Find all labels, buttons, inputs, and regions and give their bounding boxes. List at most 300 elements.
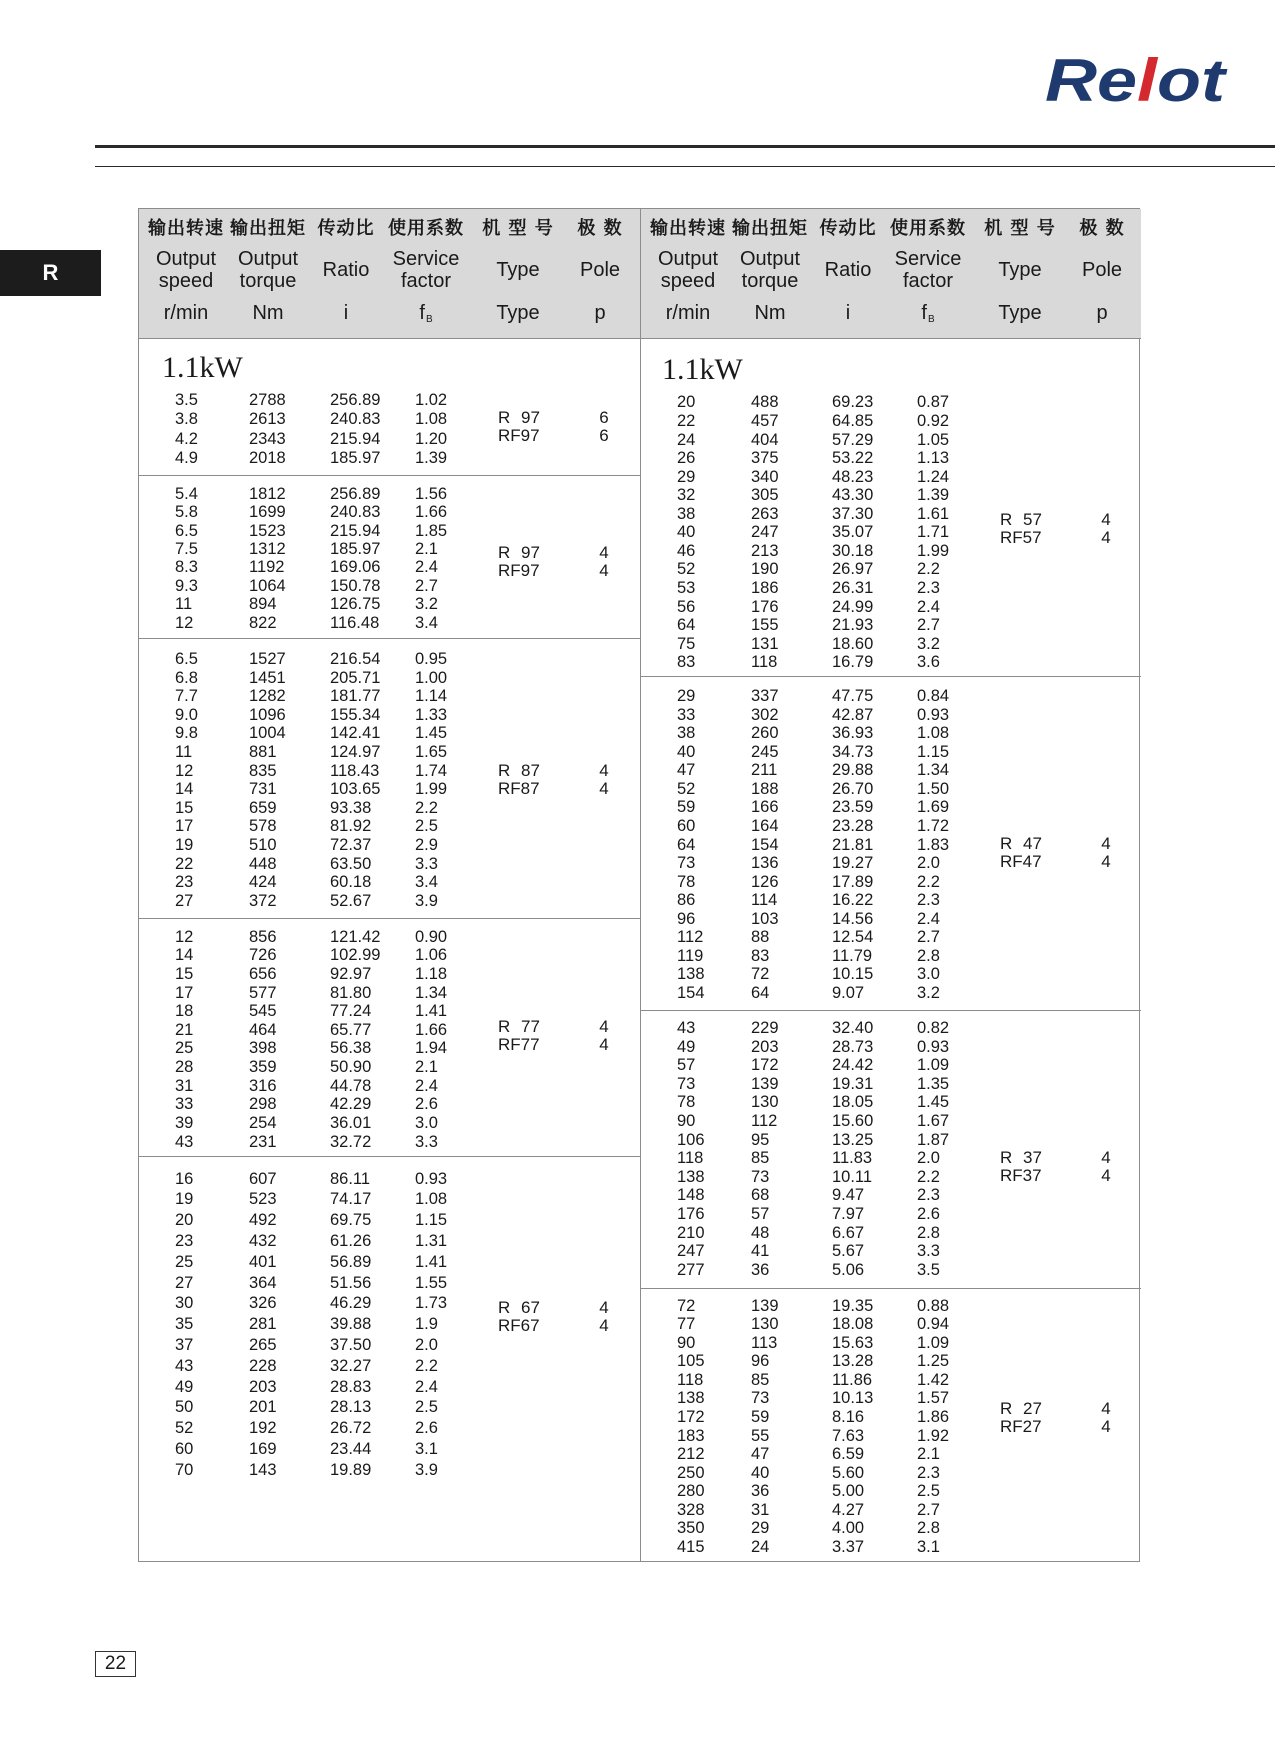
- output-torque-cell: 577: [249, 983, 277, 1002]
- output-speed-cell: 112: [677, 928, 704, 947]
- ratio-cell: 256.89: [330, 484, 381, 503]
- output-speed-cell: 43: [175, 1132, 194, 1151]
- output-speed-cell: 210: [677, 1223, 705, 1242]
- service-factor-cell: 0.82: [917, 1019, 950, 1037]
- table-row: [139, 1418, 640, 1439]
- gearbox-group-rows: [139, 650, 640, 911]
- table-row: [139, 1314, 640, 1335]
- header-unit-label: [803, 301, 893, 325]
- gearbox-type: [498, 409, 540, 445]
- group-divider: [641, 1010, 1141, 1011]
- table-row: [139, 965, 640, 984]
- table-row: [139, 1397, 640, 1418]
- table-row: [641, 965, 1141, 984]
- gearbox-type-model: RF97: [498, 426, 540, 446]
- table-row: [139, 687, 640, 706]
- service-factor-cell: 2.8: [917, 1223, 940, 1242]
- table-row: [139, 577, 640, 595]
- table-row: [641, 947, 1141, 966]
- header-english-label: [473, 249, 563, 292]
- ratio-cell: 102.99: [330, 946, 381, 965]
- service-factor-cell: 2.2: [917, 872, 940, 891]
- header-english-line: Pole: [579, 258, 621, 281]
- ratio-cell: 11.86: [832, 1370, 873, 1389]
- header-english-line: Output: [155, 248, 217, 271]
- output-speed-cell: 14: [175, 780, 194, 799]
- header-english-line: Ratio: [824, 258, 872, 281]
- output-torque-cell: 2613: [249, 410, 286, 429]
- output-speed-cell: 415: [677, 1537, 705, 1556]
- output-speed-cell: 3.8: [175, 410, 198, 429]
- ratio-cell: 181.77: [330, 687, 381, 706]
- ratio-cell: 43.30: [832, 486, 874, 505]
- gearbox-group-rows: [139, 485, 640, 633]
- service-factor-cell: 2.2: [415, 798, 438, 817]
- ratio-cell: 81.80: [330, 983, 372, 1002]
- table-row: [139, 558, 640, 576]
- output-torque-cell: 40: [751, 1463, 770, 1482]
- output-torque-cell: 375: [751, 449, 779, 468]
- ratio-cell: 36.01: [330, 1113, 372, 1132]
- ratio-cell: 126.75: [330, 595, 381, 614]
- service-factor-cell: 0.90: [415, 927, 448, 946]
- table-row: [641, 523, 1141, 542]
- table-row: [641, 928, 1141, 947]
- output-speed-cell: 29: [677, 467, 696, 486]
- service-factor-cell: 1.99: [917, 541, 950, 560]
- logo-text-part: ot: [1157, 47, 1225, 114]
- output-speed-cell: 27: [175, 891, 194, 910]
- output-torque-cell: 398: [249, 1039, 277, 1058]
- brand-logo: [1044, 47, 1225, 114]
- header-chinese-label: 输出扭矩: [230, 218, 306, 239]
- output-speed-cell: 20: [677, 393, 696, 412]
- service-factor-cell: 1.57: [917, 1389, 950, 1408]
- unit-symbol: r/min: [665, 302, 711, 324]
- table-row: [139, 540, 640, 558]
- output-torque-cell: 302: [751, 705, 779, 724]
- ratio-cell: 14.56: [832, 909, 874, 928]
- table-row: [641, 1389, 1141, 1408]
- table-row: [139, 799, 640, 818]
- ratio-cell: 7.97: [832, 1205, 865, 1224]
- header-english-label: [883, 249, 973, 292]
- service-factor-cell: 2.1: [415, 540, 438, 558]
- pole-value: 4: [599, 760, 609, 780]
- table-row: [139, 1273, 640, 1294]
- group-divider: [139, 475, 640, 476]
- output-speed-cell: 9.3: [175, 576, 198, 595]
- output-speed-cell: 172: [677, 1407, 705, 1426]
- service-factor-cell: 1.85: [415, 521, 448, 540]
- service-factor-cell: 2.0: [415, 1335, 438, 1354]
- output-speed-cell: 31: [175, 1076, 194, 1095]
- output-speed-cell: 6.5: [175, 649, 198, 668]
- output-speed-cell: 47: [677, 761, 696, 780]
- header-unit-label: [975, 301, 1065, 325]
- gearbox-group-rows: [139, 928, 640, 1151]
- output-torque-cell: 188: [751, 779, 779, 798]
- service-factor-cell: 2.7: [917, 1500, 940, 1519]
- power-rating-title: 1.1kW: [162, 350, 243, 384]
- ratio-cell: 121.42: [330, 927, 381, 946]
- service-factor-cell: 1.33: [415, 705, 448, 724]
- output-torque-cell: 41: [751, 1242, 770, 1261]
- group-divider: [641, 676, 1141, 677]
- gearbox-type-model: RF77: [498, 1035, 540, 1055]
- header-english-line: factor: [902, 269, 954, 292]
- pole-count: [594, 762, 614, 798]
- ratio-cell: 26.72: [330, 1419, 372, 1438]
- output-speed-cell: 16: [175, 1169, 194, 1188]
- ratio-cell: 10.15: [832, 965, 874, 984]
- gearbox-type-model: R 67: [498, 1298, 540, 1318]
- ratio-cell: 16.22: [832, 891, 874, 910]
- logo-text-part: Re: [1044, 47, 1138, 114]
- gearbox-type-model: R 47: [1000, 834, 1042, 854]
- pole-value: 6: [599, 408, 609, 428]
- output-speed-cell: 17: [175, 817, 194, 836]
- output-speed-cell: 6.5: [175, 521, 198, 540]
- output-torque-cell: 88: [751, 928, 770, 947]
- pole-value: 4: [599, 1316, 609, 1336]
- service-factor-cell: 3.0: [415, 1113, 438, 1132]
- service-factor-cell: 2.5: [415, 1398, 438, 1417]
- output-torque-cell: 726: [249, 946, 277, 965]
- ratio-cell: 28.13: [330, 1398, 372, 1417]
- output-torque-cell: 2018: [249, 449, 286, 468]
- table-row: [139, 503, 640, 521]
- service-factor-cell: 1.61: [917, 504, 950, 523]
- header-english-line: Output: [739, 248, 801, 271]
- header-english-label: [643, 249, 733, 292]
- header-english-line: factor: [400, 269, 452, 292]
- table-row: [641, 1352, 1141, 1371]
- ratio-cell: 77.24: [330, 1002, 372, 1021]
- table-row: [139, 817, 640, 836]
- service-factor-cell: 1.55: [415, 1273, 448, 1292]
- output-torque-cell: 326: [249, 1294, 277, 1313]
- table-row: [641, 1261, 1141, 1280]
- output-torque-cell: 29: [751, 1519, 770, 1538]
- service-factor-cell: 1.35: [917, 1074, 950, 1093]
- ratio-cell: 23.44: [330, 1439, 372, 1458]
- ratio-cell: 240.83: [330, 503, 381, 522]
- table-row: [641, 393, 1141, 412]
- output-torque-cell: 1523: [249, 521, 286, 540]
- output-torque-cell: 298: [249, 1095, 277, 1114]
- ratio-cell: 44.78: [330, 1076, 372, 1095]
- output-speed-cell: 4.9: [175, 449, 198, 468]
- output-torque-cell: 169: [249, 1439, 277, 1458]
- table-row: [139, 449, 640, 469]
- service-factor-cell: 1.72: [917, 816, 950, 835]
- header-chinese-label: 输出扭矩: [732, 218, 808, 239]
- unit-symbol: Nm: [252, 302, 284, 324]
- unit-symbol: f: [921, 302, 927, 324]
- output-speed-cell: 328: [677, 1500, 705, 1519]
- output-speed-cell: 30: [175, 1294, 194, 1313]
- ratio-cell: 4.27: [832, 1500, 865, 1519]
- service-factor-cell: 3.9: [415, 1460, 438, 1479]
- table-row: [641, 1093, 1141, 1112]
- output-torque-cell: 57: [751, 1205, 770, 1224]
- service-factor-cell: 1.86: [917, 1407, 950, 1426]
- output-torque-cell: 578: [249, 817, 277, 836]
- ratio-cell: 216.54: [330, 649, 381, 668]
- service-factor-cell: 2.9: [415, 835, 438, 854]
- service-factor-cell: 0.92: [917, 411, 950, 430]
- left-table-half: [139, 209, 640, 1561]
- table-row: [641, 724, 1141, 743]
- table-row: [641, 817, 1141, 836]
- output-speed-cell: 52: [677, 560, 696, 579]
- output-torque-cell: 337: [751, 687, 779, 705]
- unit-symbol: p: [594, 302, 606, 324]
- table-row: [641, 780, 1141, 799]
- service-factor-cell: 2.6: [415, 1419, 438, 1438]
- service-factor-cell: 1.67: [917, 1112, 950, 1131]
- output-torque-cell: 229: [751, 1019, 779, 1037]
- output-torque-cell: 1812: [249, 484, 286, 503]
- output-torque-cell: 36: [751, 1260, 770, 1279]
- service-factor-cell: 1.15: [917, 742, 950, 761]
- logo-text-accent: l: [1137, 47, 1158, 114]
- ratio-cell: 215.94: [330, 521, 381, 540]
- output-speed-cell: 78: [677, 872, 696, 891]
- table-row: [641, 1165, 1141, 1187]
- unit-symbol: Nm: [754, 302, 786, 324]
- output-speed-cell: 33: [175, 1095, 194, 1114]
- service-factor-cell: 1.39: [917, 486, 950, 505]
- table-row: [641, 598, 1141, 617]
- gearbox-group-rows: [139, 391, 640, 469]
- header-english-line: Service: [894, 248, 962, 271]
- output-torque-cell: 372: [249, 891, 277, 910]
- output-torque-cell: 231: [249, 1132, 277, 1151]
- output-torque-cell: 448: [249, 854, 277, 873]
- output-torque-cell: 126: [751, 872, 779, 891]
- service-factor-cell: 2.4: [917, 909, 940, 928]
- service-factor-cell: 3.1: [917, 1537, 940, 1556]
- header-chinese-label: 传动比: [819, 218, 877, 239]
- pole-value: 4: [599, 778, 609, 798]
- output-speed-cell: 77: [677, 1315, 696, 1334]
- header-english-label: [725, 249, 815, 292]
- output-speed-cell: 9.8: [175, 724, 198, 743]
- output-speed-cell: 19: [175, 835, 194, 854]
- pole-count: [1096, 1400, 1116, 1436]
- output-torque-cell: 305: [751, 486, 779, 505]
- output-speed-cell: 32: [677, 486, 696, 505]
- table-row: [139, 1169, 640, 1190]
- ratio-cell: 12.54: [832, 928, 874, 947]
- ratio-cell: 34.73: [832, 742, 874, 761]
- service-factor-cell: 1.69: [917, 798, 950, 817]
- table-row: [641, 1205, 1141, 1224]
- service-factor-cell: 0.93: [917, 705, 950, 724]
- output-torque-cell: 64: [751, 984, 770, 1002]
- output-speed-cell: 73: [677, 1074, 696, 1093]
- output-speed-cell: 46: [677, 541, 696, 560]
- output-speed-cell: 118: [677, 1370, 704, 1389]
- table-row: [641, 468, 1141, 487]
- ratio-cell: 215.94: [330, 429, 381, 448]
- service-factor-cell: 1.92: [917, 1426, 950, 1445]
- output-speed-cell: 138: [677, 1389, 705, 1408]
- service-factor-cell: 1.56: [415, 484, 448, 503]
- gearbox-type: [498, 762, 540, 798]
- pole-value: 4: [599, 1035, 609, 1055]
- pole-value: 4: [1101, 509, 1111, 529]
- service-factor-cell: 1.00: [415, 668, 448, 687]
- service-factor-cell: 1.08: [415, 1190, 448, 1209]
- pole-value: 6: [599, 426, 609, 446]
- service-factor-cell: 3.5: [917, 1260, 940, 1279]
- output-torque-cell: 464: [249, 1020, 277, 1039]
- output-torque-cell: 103: [751, 909, 779, 928]
- header-english-line: Output: [657, 248, 719, 271]
- service-factor-cell: 1.25: [917, 1352, 950, 1371]
- table-row: [139, 522, 640, 540]
- ratio-cell: 36.93: [832, 724, 874, 743]
- service-factor-cell: 1.65: [415, 742, 448, 761]
- output-torque-cell: 154: [751, 835, 779, 854]
- output-torque-cell: 59: [751, 1407, 770, 1426]
- output-speed-cell: 60: [677, 816, 696, 835]
- gearbox-group-rows: [641, 1297, 1141, 1556]
- service-factor-cell: 3.2: [917, 634, 940, 653]
- ratio-cell: 8.16: [832, 1407, 865, 1426]
- gearbox-type: [1000, 1149, 1042, 1185]
- service-factor-cell: 1.34: [415, 983, 448, 1002]
- ratio-cell: 13.25: [832, 1130, 874, 1149]
- output-speed-cell: 17: [175, 983, 194, 1002]
- table-row: [641, 743, 1141, 762]
- table-row: [139, 430, 640, 450]
- service-factor-cell: 1.14: [415, 687, 448, 706]
- service-factor-cell: 0.93: [415, 1169, 448, 1188]
- header-english-line: Type: [998, 258, 1042, 281]
- output-speed-cell: 38: [677, 724, 696, 743]
- service-factor-cell: 3.2: [415, 595, 438, 614]
- output-speed-cell: 40: [677, 742, 696, 761]
- output-speed-cell: 23: [175, 1231, 194, 1250]
- service-factor-cell: 2.3: [917, 1186, 940, 1205]
- ratio-cell: 205.71: [330, 668, 381, 687]
- output-speed-cell: 75: [677, 634, 696, 653]
- ratio-cell: 51.56: [330, 1273, 372, 1292]
- table-row: [641, 1501, 1141, 1520]
- table-row: [641, 1297, 1141, 1316]
- table-row: [641, 1445, 1141, 1464]
- table-row: [139, 1039, 640, 1058]
- table-header: [139, 209, 640, 339]
- ratio-cell: 5.06: [832, 1260, 865, 1279]
- output-speed-cell: 73: [677, 854, 696, 873]
- output-speed-cell: 15: [175, 965, 194, 984]
- table-row: [641, 706, 1141, 725]
- unit-symbol: i: [845, 302, 851, 324]
- output-torque-cell: 659: [249, 798, 277, 817]
- table-row: [641, 891, 1141, 910]
- output-speed-cell: 7.5: [175, 540, 198, 558]
- gear-motor-selection-table: [138, 208, 1140, 1562]
- header-english-line: speed: [158, 269, 214, 292]
- table-row: [139, 1095, 640, 1114]
- table-row: [139, 1114, 640, 1133]
- service-factor-cell: 2.3: [917, 1463, 940, 1482]
- output-torque-cell: 172: [751, 1056, 779, 1075]
- pole-value: 4: [599, 543, 609, 563]
- pole-count: [594, 409, 614, 445]
- ratio-cell: 26.70: [832, 779, 874, 798]
- ratio-cell: 5.60: [832, 1463, 865, 1482]
- table-row: [139, 1356, 640, 1377]
- table-row: [641, 412, 1141, 431]
- service-factor-cell: 1.87: [917, 1130, 950, 1149]
- output-torque-cell: 1699: [249, 503, 286, 522]
- service-factor-cell: 1.08: [917, 724, 950, 743]
- output-torque-cell: 228: [249, 1356, 277, 1375]
- ratio-cell: 4.00: [832, 1519, 865, 1538]
- ratio-cell: 103.65: [330, 780, 381, 799]
- gearbox-group-rows: [641, 393, 1141, 671]
- gearbox-type: [498, 1018, 540, 1054]
- output-speed-cell: 60: [175, 1439, 194, 1458]
- service-factor-cell: 2.4: [415, 1377, 438, 1396]
- ratio-cell: 21.81: [832, 835, 874, 854]
- table-row: [139, 743, 640, 762]
- table-row: [139, 485, 640, 503]
- output-speed-cell: 183: [677, 1426, 705, 1445]
- output-speed-cell: 70: [175, 1460, 194, 1479]
- service-factor-cell: 1.74: [415, 761, 448, 780]
- header-unit-label: [141, 301, 231, 325]
- header-unit-label: [381, 301, 471, 332]
- ratio-cell: 155.34: [330, 705, 381, 724]
- table-row: [641, 761, 1141, 780]
- header-chinese-label: 输出转速: [148, 218, 224, 239]
- ratio-cell: 185.97: [330, 449, 381, 468]
- gearbox-type-model: R 87: [498, 760, 540, 780]
- output-speed-cell: 49: [677, 1037, 696, 1056]
- output-speed-cell: 29: [677, 687, 696, 705]
- table-row: [641, 1038, 1141, 1057]
- output-torque-cell: 1004: [249, 724, 286, 743]
- gearbox-type-model: RF57: [1000, 527, 1042, 547]
- service-factor-cell: 3.1: [415, 1439, 438, 1458]
- header-english-label: [975, 249, 1065, 292]
- output-speed-cell: 138: [677, 1167, 705, 1186]
- output-torque-cell: 201: [249, 1398, 277, 1417]
- service-factor-cell: 2.1: [917, 1445, 940, 1464]
- ratio-cell: 60.18: [330, 873, 372, 892]
- ratio-cell: 69.23: [832, 393, 874, 412]
- output-speed-cell: 86: [677, 891, 696, 910]
- output-torque-cell: 523: [249, 1190, 277, 1209]
- gearbox-type-model: R 97: [498, 543, 540, 563]
- service-factor-cell: 1.15: [415, 1211, 448, 1230]
- service-factor-cell: 1.71: [917, 523, 950, 542]
- table-row: [139, 1439, 640, 1460]
- ratio-cell: 69.75: [330, 1211, 372, 1230]
- table-row: [139, 1377, 640, 1398]
- ratio-cell: 24.42: [832, 1056, 874, 1075]
- output-speed-cell: 18: [175, 1002, 194, 1021]
- header-unit-label: [725, 301, 815, 325]
- header-unit-label: [643, 301, 733, 325]
